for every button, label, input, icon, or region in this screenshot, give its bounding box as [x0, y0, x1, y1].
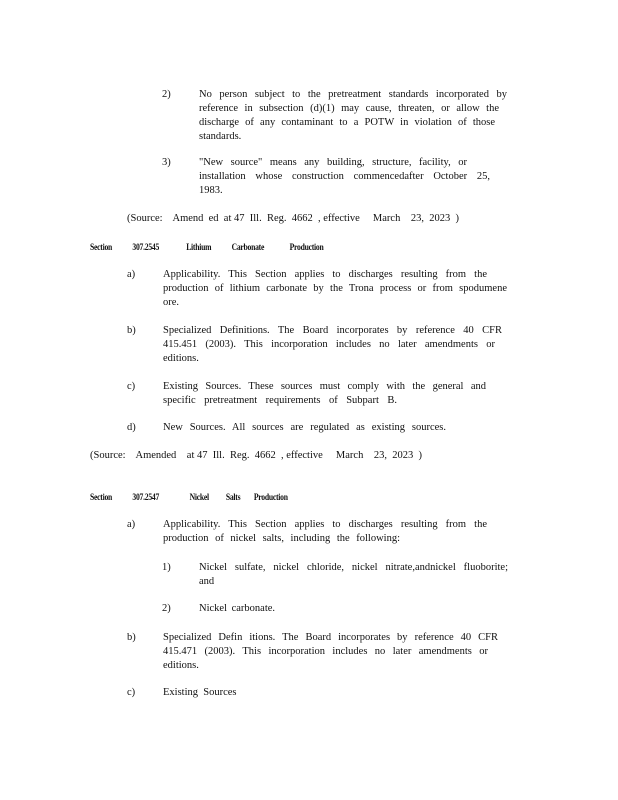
sub-item-1-line-1: Nickel sulfate, nickel chloride, nickel nitrate,andnickel fluoborite; — [199, 562, 508, 573]
item-2-line-3: discharge of any contaminant to a POTW in violation of those — [199, 117, 495, 128]
item-3-number: 3) — [162, 157, 171, 168]
item-2-line-1: No person subject to the pretreatment standards incorporated by — [199, 89, 507, 100]
item-c-number: c) — [127, 687, 136, 698]
item-a-number: a) — [127, 519, 136, 530]
source-note-1: (Source: Amend ed at 47 Ill. Reg. 4662 , effective March 23, 2023 ) — [127, 213, 459, 224]
item-d-number: d) — [127, 422, 136, 433]
item-d-line-1: New Sources. All sources are regulated as existing sources. — [163, 422, 446, 433]
item-b-line-1: Specialized Defin itions. The Board incorporates by reference 40 CFR — [163, 632, 498, 643]
sub-item-2-number: 2) — [162, 603, 171, 614]
item-a-line-2: production of nickel salts, including the following: — [163, 533, 400, 544]
item-b-line-3: editions. — [163, 660, 199, 671]
section-number: 307.2545 — [132, 242, 160, 252]
sub-item-1-number: 1) — [162, 562, 171, 573]
section-number: 307.2547 — [132, 492, 160, 502]
item-c-line-2: specific pretreatment requirements of Subpart B. — [163, 395, 397, 406]
section-heading-2547 — [90, 492, 288, 502]
item-b-line-2: 415.451 (2003). This incorporation includes no later amendments or — [163, 339, 495, 350]
item-3-line-3: 1983. — [199, 185, 223, 196]
item-2-line-2: reference in subsection (d)(1) may cause, threaten, or allow the — [199, 103, 499, 114]
section-title-word: Nickel — [189, 492, 209, 502]
item-2-number: 2) — [162, 89, 171, 100]
source-note-2: (Source: Amended at 47 Ill. Reg. 4662 , effective March 23, 2023 ) — [90, 450, 422, 461]
section-title-word: Salts — [225, 492, 241, 502]
item-a-line-1: Applicability. This Section applies to discharges resulting from the — [163, 519, 487, 530]
item-b-line-1: Specialized Definitions. The Board incorporates by reference 40 CFR — [163, 325, 502, 336]
section-label: Section — [90, 242, 113, 252]
item-a-line-1: Applicability. This Section applies to discharges resulting from the — [163, 269, 487, 280]
sub-item-2-line-1: Nickel carbonate. — [199, 603, 276, 614]
item-a-line-2: production of lithium carbonate by the Trona process or from spodumene — [163, 283, 507, 294]
item-3-line-1: "New source" means any building, structure, facility, or — [199, 157, 467, 168]
item-a-line-3: ore. — [163, 297, 180, 308]
item-b-number: b) — [127, 325, 136, 336]
item-b-line-3: editions. — [163, 353, 199, 364]
item-c-line-1: Existing Sources — [163, 687, 237, 698]
item-b-line-2: 415.471 (2003). This incorporation includes no later amendments or — [163, 646, 488, 657]
section-heading-2545 — [90, 242, 323, 252]
item-a-number: a) — [127, 269, 136, 280]
item-2-line-4: standards. — [199, 131, 242, 142]
item-3-line-2: installation whose construction commencedafter October 25, — [199, 171, 490, 182]
item-c-line-1: Existing Sources. These sources must comply with the general and — [163, 381, 486, 392]
section-title-word: Production — [289, 242, 324, 252]
sub-item-1-line-2: and — [199, 576, 215, 587]
section-label: Section — [90, 492, 113, 502]
item-b-number: b) — [127, 632, 136, 643]
section-title-word: Lithium — [186, 242, 212, 252]
item-c-number: c) — [127, 381, 136, 392]
section-title-word: Production — [253, 492, 288, 502]
section-title-word: Carbonate — [231, 242, 265, 252]
